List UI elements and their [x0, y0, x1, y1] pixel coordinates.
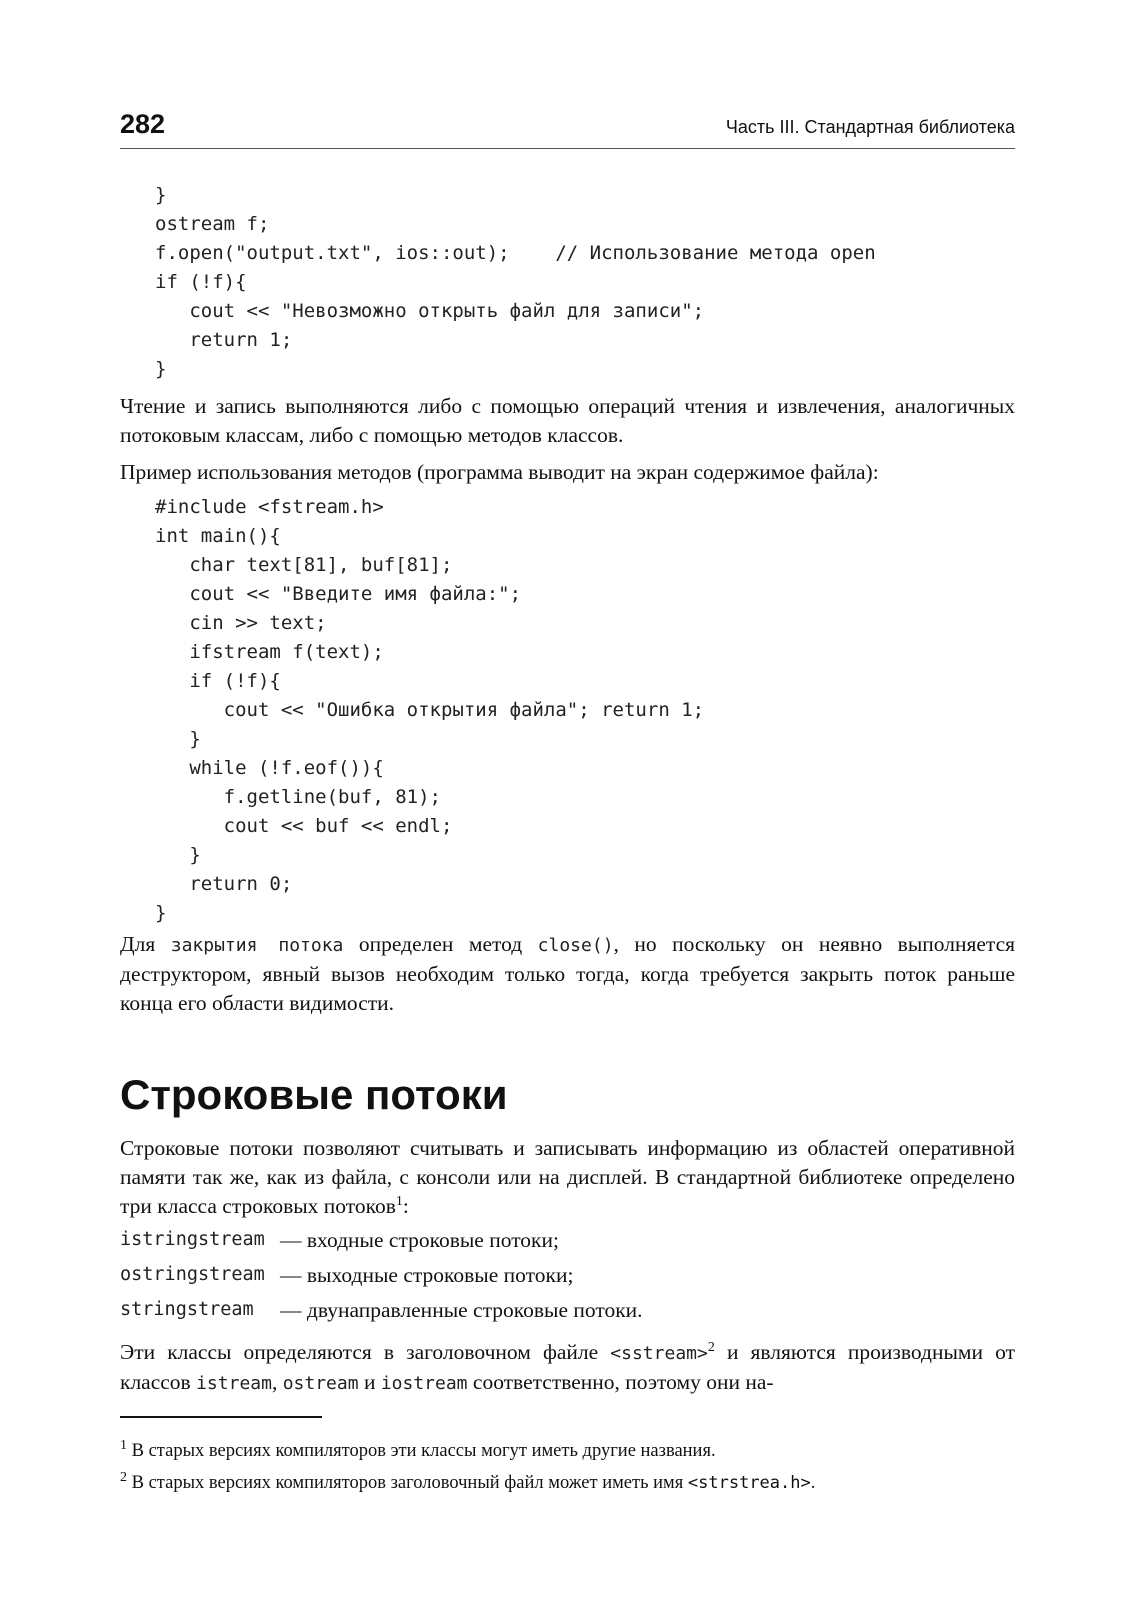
- code-line: #include <fstream.h>: [155, 496, 384, 518]
- code-line: return 0;: [155, 873, 293, 895]
- code-line: while (!f.eof()){: [155, 757, 384, 779]
- code-line: }: [155, 358, 167, 380]
- text-span: Эти классы определяются в заголовочном файле: [120, 1340, 611, 1364]
- footnote-text: В старых версиях компиляторов заголовочный файл может иметь имя: [127, 1473, 688, 1493]
- definition-item: [120, 1225, 1015, 1255]
- code-line: if (!f){: [155, 670, 281, 692]
- code-line: }: [155, 184, 167, 206]
- footnote-1: [120, 1438, 1015, 1464]
- code-line: if (!f){: [155, 271, 247, 293]
- footnote-text: В старых версиях компиляторов эти классы могут иметь другие названия.: [127, 1441, 716, 1461]
- text-span: ,: [271, 1370, 283, 1394]
- footnote-number: 1: [120, 1437, 127, 1453]
- footnote-ref: 2: [707, 1339, 715, 1355]
- definition-term: ostringstream: [120, 1264, 265, 1285]
- definition-term: istringstream: [120, 1229, 265, 1250]
- inline-code: close(): [537, 935, 614, 956]
- code-line: cin >> text;: [155, 612, 327, 634]
- definition-desc: — выходные строковые потоки;: [280, 1263, 574, 1287]
- code-line: return 1;: [155, 329, 293, 351]
- definition-desc: — двунаправленные строковые потоки.: [280, 1298, 643, 1322]
- inline-code: <strstrea.h>: [687, 1473, 811, 1493]
- code-line: }: [155, 844, 201, 866]
- footnote-divider: [120, 1416, 322, 1418]
- code-line: char text[81], buf[81];: [155, 554, 453, 576]
- code-line: f.getline(buf, 81);: [155, 786, 441, 808]
- code-line: cout << "Невозможно открыть файл для записи";: [155, 300, 705, 322]
- inline-code: закрытия потока: [170, 935, 344, 956]
- code-line: }: [155, 728, 201, 750]
- definition-desc: — входные строковые потоки;: [280, 1228, 559, 1252]
- inline-code: ostream: [282, 1373, 359, 1394]
- code-line: ostream f;: [155, 213, 270, 235]
- text-span: Строковые потоки позволяют считывать и записывать информацию из областей оперативной памяти так же, как из файла, с консоли или на дисплей. В стандартной библиотеке определено три класса строковых потоков: [120, 1136, 1015, 1218]
- definition-item: [120, 1260, 1015, 1290]
- paragraph-example-intro: Пример использования методов (программа выводит на экран содержимое файла):: [120, 460, 879, 484]
- code-line: int main(){: [155, 525, 281, 547]
- footnote-2: [120, 1470, 1015, 1496]
- text-span: Для: [120, 932, 171, 956]
- text-span: определен метод: [343, 932, 538, 956]
- code-line: ifstream f(text);: [155, 641, 384, 663]
- code-line: f.open("output.txt", ios::out); // Использование метода open: [155, 242, 876, 264]
- footnote-ref: 1: [395, 1193, 403, 1209]
- paragraph-string-streams-intro: [120, 1134, 1015, 1221]
- code-block-open-file: [155, 181, 876, 384]
- inline-code: <sstream>: [610, 1343, 708, 1364]
- code-line: cout << "Ошибка открытия файла"; return 1;: [155, 699, 705, 721]
- text-span: соответственно, поэтому они на-: [467, 1370, 774, 1394]
- paragraph-read-write: Чтение и запись выполняются либо с помощью операций чтения и извлечения, аналогичных потоковым классам, либо с помощью методов классов.: [120, 394, 1015, 447]
- text-span: :: [402, 1194, 409, 1218]
- paragraph-header-file: [120, 1338, 1015, 1398]
- definition-item: [120, 1295, 1015, 1325]
- code-line: }: [155, 902, 167, 924]
- inline-code: istream: [196, 1373, 272, 1394]
- footnote-text: .: [810, 1473, 816, 1493]
- running-title: Часть III. Стандартная библиотека: [725, 117, 1015, 137]
- code-line: cout << buf << endl;: [155, 815, 453, 837]
- page-header: [120, 108, 1015, 149]
- code-block-read-file: [155, 493, 704, 928]
- definition-term: stringstream: [120, 1299, 254, 1320]
- page-number: 282: [120, 109, 166, 139]
- section-heading: Строковые потоки: [120, 1071, 508, 1118]
- text-span: и являются производными от классов: [120, 1340, 1015, 1394]
- footnote-number: 2: [120, 1469, 127, 1485]
- code-line: cout << "Введите имя файла:";: [155, 583, 522, 605]
- inline-code: iostream: [380, 1373, 468, 1394]
- text-span: , но поскольку он неявно выполняется деструктором, явный вызов необходим только тогда, когда требуется закрыть поток раньше конца его области видимости.: [120, 932, 1015, 1015]
- paragraph-close-method: [120, 930, 1015, 1018]
- text-span: и: [358, 1370, 381, 1394]
